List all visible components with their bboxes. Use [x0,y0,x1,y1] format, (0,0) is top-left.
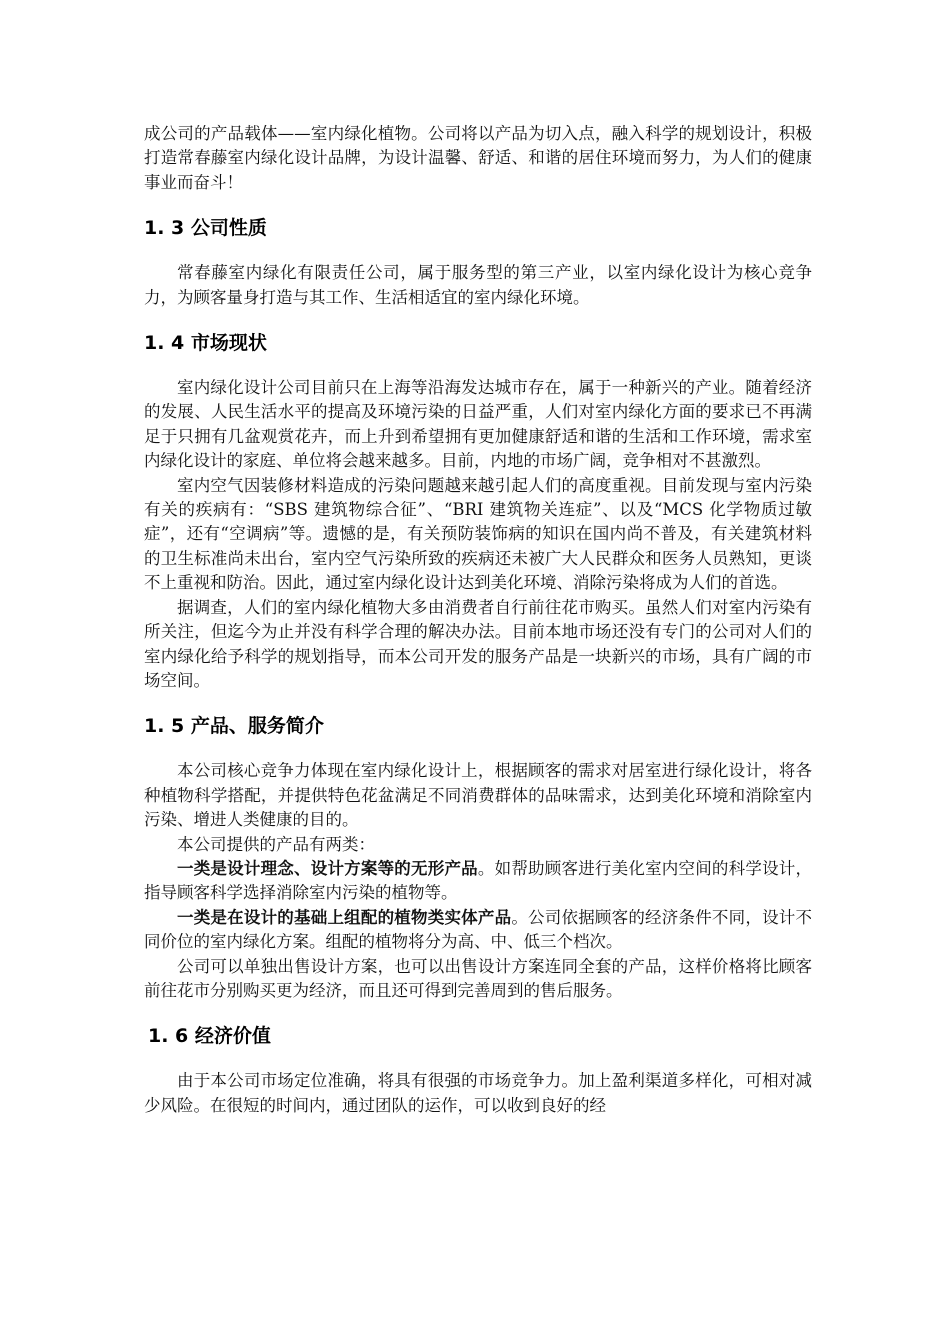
document-page [144,122,812,1118]
product-paragraph-3: 公司可以单独出售设计方案，也可以出售设计方案连同全套的产品，这样价格将比顾客前往花市分别购买更为经济，而且还可得到完善周到的售后服务。 [144,956,812,1000]
product-item-2-text: 。公司依据顾客的经济条件不同，设计不同价位的室内绿化方案。组配的植物将分为高、中、低三个档次。 [144,907,813,952]
product-item-2 [144,906,812,955]
market-paragraph-2: 室内空气因装修材料造成的污染问题越来越引起人们的高度重视。目前发现与室内污染有关的疾病有：“SBS 建筑物综合征”、“BRI 建筑物关连症”、以及“MCS 化学物质过敏症”，还有“空调病”等。遗憾的是，有关预防装饰病的知识在国内尚不普及，有关建筑材料的卫生标准尚未出台，室内空气污染所致的疾病还未被广大人民群众和医务人员熟知，更谈不上重视和防治。因此，通过室内绿化设计达到美化环境、消除污染将成为人们的首选。 [144,475,812,593]
market-paragraph-3: 据调查，人们的室内绿化植物大多由消费者自行前往花市购买。虽然人们对室内污染有所关注，但迄今为止并没有科学合理的解决办法。目前本地市场还没有专门的公司对人们的室内绿化给予科学的规划指导，而本公司开发的服务产品是一块新兴的市场，具有广阔的市场空间。 [144,597,812,690]
section-heading-1-6: 1. 6 经济价值 [148,1025,271,1048]
market-paragraph-1: 室内绿化设计公司目前只在上海等沿海发达城市存在，属于一种新兴的产业。随着经济的发展、人民生活水平的提高及环境污染的日益严重，人们对室内绿化方面的要求已不再满足于只拥有几盆观赏花卉，而上升到希望拥有更加健康舒适和谐的生活和工作环境，需求室内绿化设计的家庭、单位将会越来越多。目前，内地的市场广阔，竞争相对不甚激烈。 [144,378,812,471]
section-heading-1-4: 1. 4 市场现状 [144,332,267,355]
product-paragraph-1: 本公司核心竞争力体现在室内绿化设计上，根据顾客的需求对居室进行绿化设计，将各种植物科学搭配，并提供特色花盆满足不同消费群体的品味需求，达到美化环境和消除室内污染、增进人类健康的目的。 [144,761,812,830]
company-nature-paragraph: 常春藤室内绿化有限责任公司，属于服务型的第三产业，以室内绿化设计为核心竞争力，为顾客量身打造与其工作、生活相适宜的室内绿化环境。 [144,263,812,307]
section-heading-1-3: 1. 3 公司性质 [144,217,267,240]
economic-value-paragraph: 由于本公司市场定位准确，将具有很强的市场竞争力。加上盈利渠道多样化，可相对减少风险。在很短的时间内，通过团队的运作，可以收到良好的经 [144,1071,812,1115]
product-item-1-text: 。如帮助顾客进行美化室内空间的科学设计，指导顾客科学选择消除室内污染的植物等。 [144,858,813,903]
product-paragraph-2: 本公司提供的产品有两类： [177,834,375,854]
product-item-1 [144,857,812,906]
product-item-2-bold: 一类是在设计的基础上组配的植物类实体产品 [177,907,512,927]
product-item-1-bold: 一类是设计理念、设计方案等的无形产品 [177,858,478,878]
section-heading-1-5: 1. 5 产品、服务简介 [144,715,324,738]
intro-paragraph: 成公司的产品载体——室内绿化植物。公司将以产品为切入点，融入科学的规划设计，积极打造常春藤室内绿化设计品牌，为设计温馨、舒适、和谐的居住环境而努力，为人们的健康事业而奋斗！ [144,124,812,192]
